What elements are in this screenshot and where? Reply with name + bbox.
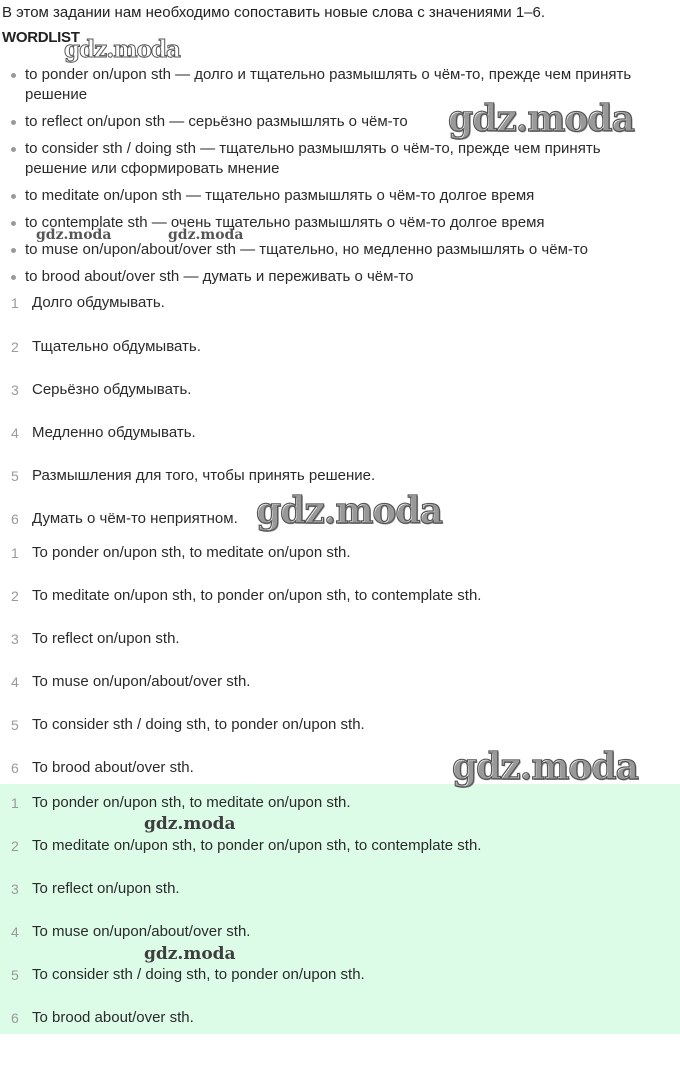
row-text: To reflect on/upon sth.: [32, 630, 180, 647]
wordlist-item: [0, 139, 665, 179]
row-number: 4: [11, 674, 19, 690]
row-text: Думать о чём-то неприятном.: [32, 510, 238, 527]
meaning-row: [0, 293, 680, 313]
answer-row: [0, 629, 680, 649]
watermark: gdz.moda: [144, 944, 236, 964]
bullet-icon: [11, 221, 16, 226]
row-text: To muse on/upon/about/over sth.: [32, 673, 251, 690]
row-text: Долго обдумывать.: [32, 294, 165, 311]
row-number: 5: [11, 717, 19, 733]
answer-row: [0, 543, 680, 563]
row-number: 3: [11, 881, 19, 897]
answer-row: [0, 758, 680, 778]
answer-row: [0, 586, 680, 606]
watermark: gdz.moda: [168, 227, 244, 243]
row-number: 2: [11, 339, 19, 355]
wordlist-item: [0, 112, 665, 132]
highlighted-answers-block: [0, 784, 680, 1034]
row-text: To brood about/over sth.: [32, 759, 194, 776]
wordlist-item-text: to muse on/upon/about/over sth — тщательно, но медленно размышлять о чём-то: [25, 241, 588, 258]
watermark: gdz.moda: [144, 814, 236, 834]
row-number: 3: [11, 631, 19, 647]
meaning-row: [0, 423, 680, 443]
row-number: 2: [11, 588, 19, 604]
watermark: gdz.moda: [36, 227, 112, 243]
wordlist-heading: WORDLIST: [2, 29, 80, 46]
row-number: 1: [11, 295, 19, 311]
row-number: 5: [11, 468, 19, 484]
wordlist-item: [0, 213, 665, 233]
row-text: To ponder on/upon sth, to meditate on/upon sth.: [32, 794, 351, 811]
row-number: 1: [11, 545, 19, 561]
bullet-icon: [11, 120, 16, 125]
watermark: gdz.moda: [64, 36, 180, 63]
bullet-icon: [11, 147, 16, 152]
watermark: gdz.moda: [256, 490, 442, 532]
row-text: To reflect on/upon sth.: [32, 880, 180, 897]
row-number: 6: [11, 760, 19, 776]
wordlist-item: [0, 267, 665, 287]
answer-row-highlighted: [0, 836, 680, 856]
answer-row-highlighted: [0, 965, 680, 985]
answer-row-highlighted: [0, 1008, 680, 1028]
bullet-icon: [11, 275, 16, 280]
row-text: To meditate on/upon sth, to ponder on/upon sth, to contemplate sth.: [32, 587, 482, 604]
wordlist-item: [0, 186, 665, 206]
row-number: 2: [11, 838, 19, 854]
row-number: 4: [11, 425, 19, 441]
answer-row: [0, 715, 680, 735]
row-text: Медленно обдумывать.: [32, 424, 196, 441]
row-number: 4: [11, 924, 19, 940]
wordlist-item: [0, 240, 665, 260]
wordlist-item-text: to brood about/over sth — думать и переживать о чём-то: [25, 268, 414, 285]
wordlist-item-text: to ponder on/upon sth — долго и тщательно размышлять о чём-то, прежде чем принять решение: [25, 66, 632, 103]
row-text: To ponder on/upon sth, to meditate on/upon sth.: [32, 544, 351, 561]
wordlist-item-text: to meditate on/upon sth — тщательно размышлять о чём-то долгое время: [25, 187, 535, 204]
row-number: 6: [11, 1010, 19, 1026]
wordlist-item-text: to consider sth / doing sth — тщательно размышлять о чём-то, прежде чем принять решение или сформировать мнение: [25, 140, 601, 177]
row-text: To brood about/over sth.: [32, 1009, 194, 1026]
row-text: To muse on/upon/about/over sth.: [32, 923, 251, 940]
row-text: Тщательно обдумывать.: [32, 338, 201, 355]
row-number: 3: [11, 382, 19, 398]
watermark: gdz.moda: [448, 98, 634, 140]
row-text: To consider sth / doing sth, to ponder on/upon sth.: [32, 716, 365, 733]
answer-row-highlighted: [0, 922, 680, 942]
wordlist-item-text: to contemplate sth — очень тщательно размышлять о чём-то долгое время: [25, 214, 545, 231]
row-text: Размышления для того, чтобы принять решение.: [32, 467, 376, 484]
wordlist: [0, 65, 680, 294]
answer-row-highlighted: [0, 879, 680, 899]
row-number: 6: [11, 511, 19, 527]
row-number: 1: [11, 795, 19, 811]
meaning-row: [0, 509, 680, 529]
meaning-row: [0, 380, 680, 400]
meaning-row: [0, 337, 680, 357]
row-number: 5: [11, 967, 19, 983]
watermark: gdz.moda: [452, 746, 638, 788]
answer-row: [0, 672, 680, 692]
meaning-row: [0, 466, 680, 486]
wordlist-item: [0, 65, 665, 105]
answer-row-highlighted: [0, 793, 680, 813]
bullet-icon: [11, 248, 16, 253]
bullet-icon: [11, 73, 16, 78]
task-intro: В этом задании нам необходимо сопоставить новые слова с значениями 1–6.: [2, 4, 546, 21]
bullet-icon: [11, 194, 16, 199]
row-text: To meditate on/upon sth, to ponder on/upon sth, to contemplate sth.: [32, 837, 482, 854]
row-text: Серьёзно обдумывать.: [32, 381, 192, 398]
wordlist-item-text: to reflect on/upon sth — серьёзно размышлять о чём-то: [25, 113, 408, 130]
row-text: To consider sth / doing sth, to ponder on/upon sth.: [32, 966, 365, 983]
